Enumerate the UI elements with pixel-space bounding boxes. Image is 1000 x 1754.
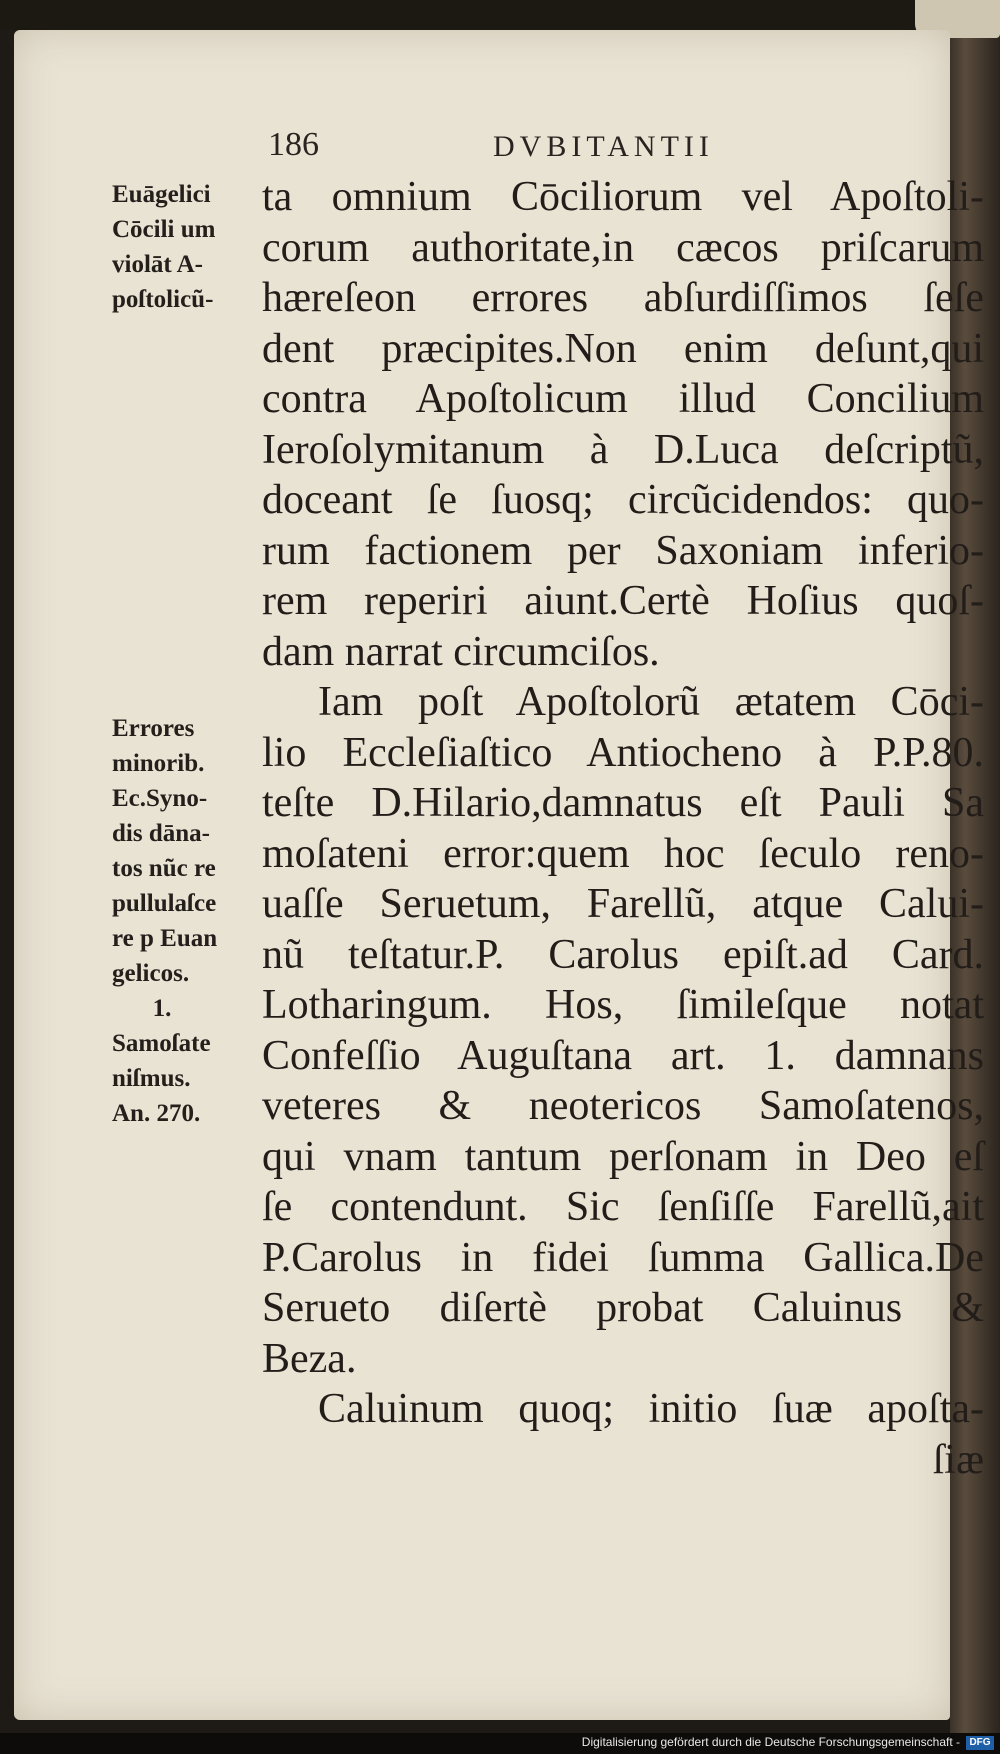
text-line: dent præcipites.Non enim deſunt,qui bbox=[262, 325, 984, 372]
text-line: rem reperiri aiunt.Certè Hoſius quoſ- bbox=[262, 578, 984, 624]
text-line: rum factionem per Saxoniam inferio- bbox=[262, 527, 984, 574]
text-line: moſateni error:quem hoc ſeculo reno- bbox=[262, 830, 984, 877]
margin-line: poſtolicũ- bbox=[112, 286, 214, 313]
margin-line: re p Euan bbox=[112, 925, 218, 952]
text-line: lio Eccleſiaſtico Antiocheno à P.P.80. bbox=[262, 729, 984, 776]
text-line: hæreſeon errores abſurdiſſimos ſeſe bbox=[262, 275, 984, 321]
margin-line: violāt A- bbox=[112, 251, 203, 278]
margin-line: An. 270. bbox=[112, 1100, 201, 1127]
text-line: Lotharingum. Hos, ſimileſque notat bbox=[262, 982, 984, 1028]
text-line: Serueto diſertè probat Caluinus & bbox=[262, 1285, 984, 1331]
text-line: ta omnium Cōciliorum vel Apoſtoli- bbox=[262, 174, 984, 220]
margin-line: 1. bbox=[152, 995, 172, 1022]
catchword: ſiæ bbox=[932, 1436, 984, 1483]
text-line: ſe contendunt. Sic ſenſiſſe Farellũ,ait bbox=[262, 1184, 984, 1230]
running-title: DVBITANTII bbox=[493, 130, 714, 163]
margin-line: Euāgelici bbox=[112, 181, 211, 208]
dfg-logo: DFG bbox=[966, 1736, 994, 1750]
scan-top-edge bbox=[0, 0, 1000, 30]
text-line: Caluinum quoq; initio ſuæ apoſta- bbox=[318, 1386, 984, 1432]
text-line: veteres & neotericos Samoſatenos, bbox=[262, 1083, 984, 1129]
margin-line: gelicos. bbox=[112, 960, 190, 987]
text-line: corum authoritate,in cæcos priſcarum bbox=[262, 224, 984, 271]
margin-line: minorib. bbox=[112, 750, 205, 777]
text-line: dam narrat circumciſos. bbox=[262, 628, 660, 675]
text-line: teſte D.Hilario,damnatus eſt Pauli Sa bbox=[262, 780, 984, 826]
margin-note-errors bbox=[112, 712, 262, 1132]
margin-line: Cōcili um bbox=[112, 216, 216, 243]
text-line: nũ teſtatur.P. Carolus epiſt.ad Card. bbox=[262, 931, 984, 978]
text-line: Confeſſio Auguſtana art. 1. damnans bbox=[262, 1032, 984, 1079]
main-text bbox=[262, 172, 984, 1485]
page-number: 186 bbox=[268, 126, 319, 163]
margin-line: dis dāna- bbox=[112, 820, 210, 847]
margin-line: tos nũc re bbox=[112, 855, 216, 882]
page-header bbox=[268, 126, 828, 170]
text-line: uaſſe Seruetum, Farellũ, atque Calui- bbox=[262, 881, 984, 927]
margin-line: niſmus. bbox=[112, 1065, 191, 1092]
margin-line: pullulaſce bbox=[112, 890, 217, 917]
margin-line: Samoſate bbox=[112, 1030, 211, 1057]
text-line: Beza. bbox=[262, 1335, 357, 1382]
text-line: P.Carolus in fidei ſumma Gallica.De bbox=[262, 1234, 984, 1281]
digitization-footer bbox=[0, 1733, 1000, 1754]
text-line: Iam poſt Apoſtolorũ ætatem Cōci- bbox=[318, 679, 984, 725]
margin-line: Ec.Syno- bbox=[112, 785, 208, 812]
margin-note-apostolic bbox=[112, 178, 262, 318]
text-line: doceant ſe ſuosq; circũcidendos: quo- bbox=[262, 477, 984, 523]
margin-line: Errores bbox=[112, 715, 195, 742]
text-line: Ieroſolymitanum à D.Luca deſcriptũ, bbox=[262, 426, 984, 473]
funding-credit: Digitalisierung gefördert durch die Deutsche Forschungsgemeinschaft - bbox=[581, 1735, 960, 1749]
text-line: contra Apoſtolicum illud Concilium bbox=[262, 376, 984, 422]
text-line: qui vnam tantum perſonam in Deo eſ bbox=[262, 1133, 984, 1180]
